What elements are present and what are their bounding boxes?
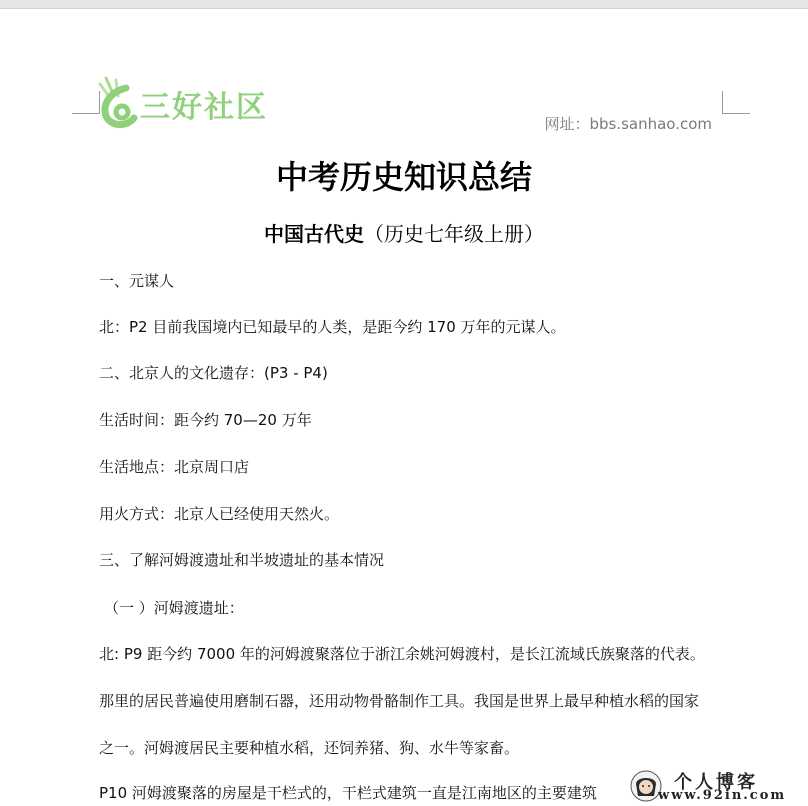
paragraph-line: 生活地点：北京周口店 (99, 458, 250, 476)
paragraph-line: 北：P2 目前我国境内已知最早的人类，是距今约 170 万年的元谋人。 (99, 318, 566, 336)
paragraph-line: 北: P9 距今约 7000 年的河姆渡聚落位于浙江余姚河姆渡村，是长江流域氏族聚落的代表。 (99, 645, 705, 663)
logo-text: 三好社区 (140, 90, 268, 125)
document-subtitle (0, 218, 808, 247)
window-top-bar (0, 0, 808, 9)
leaf-logo-icon (96, 74, 140, 130)
watermark-url: www.92in.com (658, 788, 787, 803)
paragraph-line: P10 河姆渡聚落的房屋是干栏式的，干栏式建筑一直是江南地区的主要建筑 (99, 784, 597, 802)
crop-mark-right-v (722, 91, 723, 114)
paragraph-line: 那里的居民普遍使用磨制石器，还用动物骨骼制作工具。我国是世界上最早种植水稻的国家 (99, 692, 700, 710)
subtitle-bold: 中国古代史 (264, 222, 364, 246)
document-title: 中考历史知识总结 (275, 158, 532, 196)
subtitle-rest: （历史七年级上册） (364, 222, 544, 246)
paragraph-line: （一 ）河姆渡遗址： (104, 599, 244, 617)
paragraph-line: 之一。河姆渡居民主要种植水稻，还饲养猪、狗、水牛等家畜。 (99, 739, 520, 757)
crop-mark-right-h (722, 113, 750, 114)
paragraph-line: 生活时间：距今约 70—20 万年 (99, 411, 312, 429)
website-url: 网址：bbs.sanhao.com (544, 115, 712, 133)
paragraph-line: 三、了解河姆渡遗址和半坡遗址的基本情况 (99, 551, 385, 569)
sanhao-logo (96, 74, 276, 130)
paragraph-line: 用火方式：北京人已经使用天然火。 (99, 505, 340, 523)
watermark-title: 个人博客 (674, 772, 758, 793)
paragraph-line: 一、元谋人 (99, 272, 175, 290)
paragraph-line: 二、北京人的文化遗存：(P3 - P4) (99, 364, 328, 382)
watermark-badge (612, 766, 808, 806)
